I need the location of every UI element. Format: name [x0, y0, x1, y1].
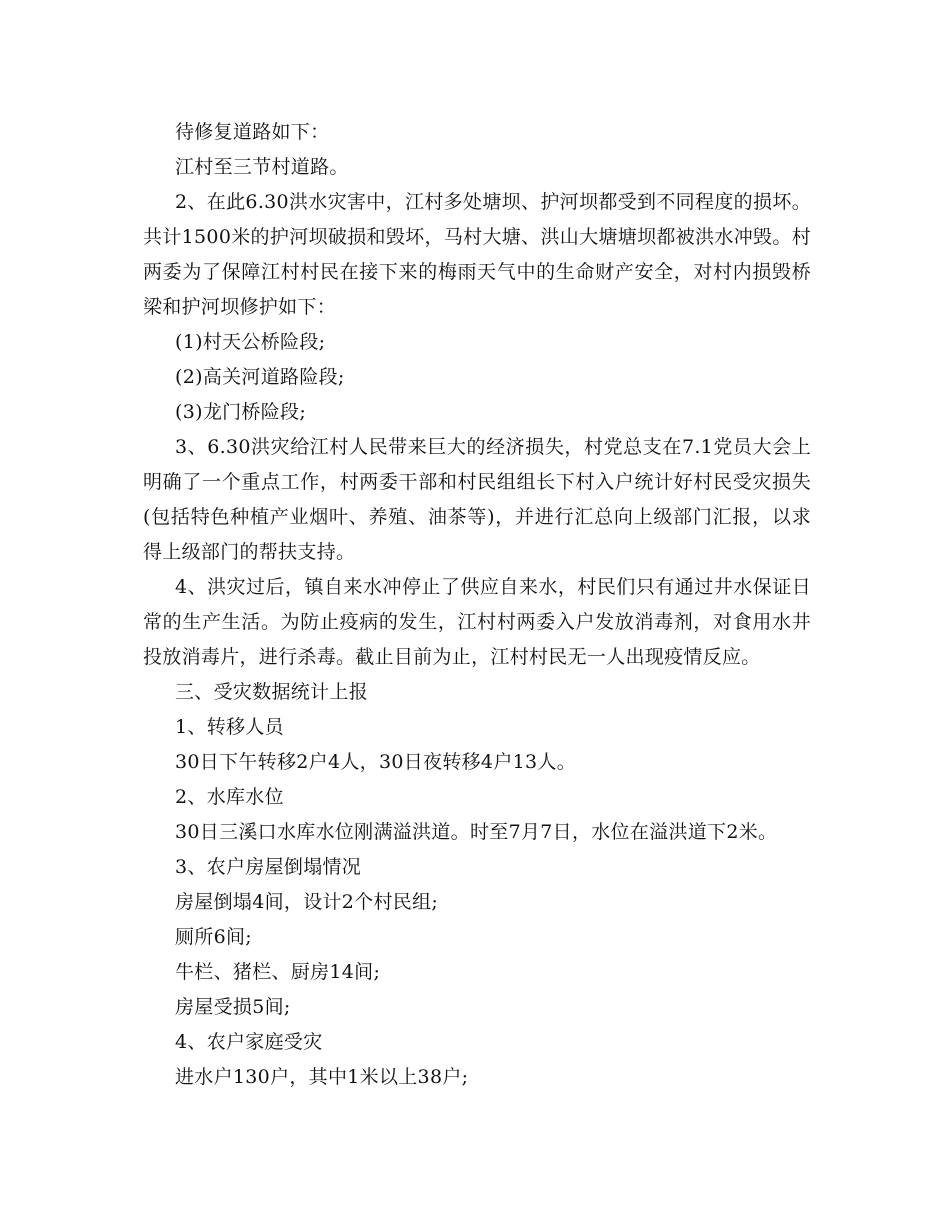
- list-item-flooded-households: 进水户130户，其中1米以上38户;: [175, 1066, 469, 1088]
- paragraph-road-item: 江村至三节村道路。: [175, 156, 349, 178]
- paragraph-economic-loss: 3、6.30洪灾给江村人民带来巨大的经济损失，村党总支在7.1党员大会上明确了一个重点工作，村两委干部和村民组组长下村入户统计好村民受灾损失(包括特色种植产业烟叶、养殖、油茶等)，并进行汇总向上级部门汇报，以求得上级部门的帮扶支持。: [143, 436, 811, 563]
- paragraph-road-repair-intro: 待修复道路如下：: [175, 121, 330, 143]
- paragraph-reservoir: 30日三溪口水库水位刚满溢洪道。时至7月7日，水位在溢洪道下2米。: [175, 821, 778, 843]
- paragraph-water-supply: 4、洪灾过后，镇自来水冲停止了供应自来水，村民们只有通过井水保证日常的生产生活。为防止疫病的发生，江村村两委入户发放消毒剂，对食用水井投放消毒片，进行杀毒。截止目前为止，江村村民无一人出现疫情反应。: [143, 576, 811, 668]
- document-body: [143, 115, 811, 1095]
- list-item-toilets: 厕所6间;: [175, 926, 252, 948]
- subheading-relocation: 1、转移人员: [175, 716, 284, 738]
- list-item-bridge-3: (3)龙门桥险段;: [175, 401, 307, 423]
- subheading-household-damage: 4、农户家庭受灾: [175, 1031, 323, 1053]
- paragraph-dam-damage: 2、在此6.30洪水灾害中，江村多处塘坝、护河坝都受到不同程度的损坏。共计1500米的护河坝破损和毁坏，马村大塘、洪山大塘塘坝都被洪水冲毁。村两委为了保障江村村民在接下来的梅雨天气中的生命财产安全，对村内损毁桥梁和护河坝修护如下：: [143, 191, 811, 318]
- paragraph-relocation: 30日下午转移2户4人，30日夜转移4户13人。: [175, 751, 576, 773]
- subheading-house-collapse: 3、农户房屋倒塌情况: [175, 856, 362, 878]
- section-heading-statistics: 三、受灾数据统计上报: [175, 681, 369, 703]
- list-item-houses-collapsed: 房屋倒塌4间，设计2个村民组;: [175, 891, 439, 913]
- list-item-bridge-1: (1)村天公桥险段;: [175, 331, 326, 353]
- list-item-stables-kitchens: 牛栏、猪栏、厨房14间;: [175, 961, 381, 983]
- subheading-reservoir: 2、水库水位: [175, 786, 284, 808]
- list-item-road-2: (2)高关河道路险段;: [175, 366, 345, 388]
- list-item-houses-damaged: 房屋受损5间;: [175, 996, 291, 1018]
